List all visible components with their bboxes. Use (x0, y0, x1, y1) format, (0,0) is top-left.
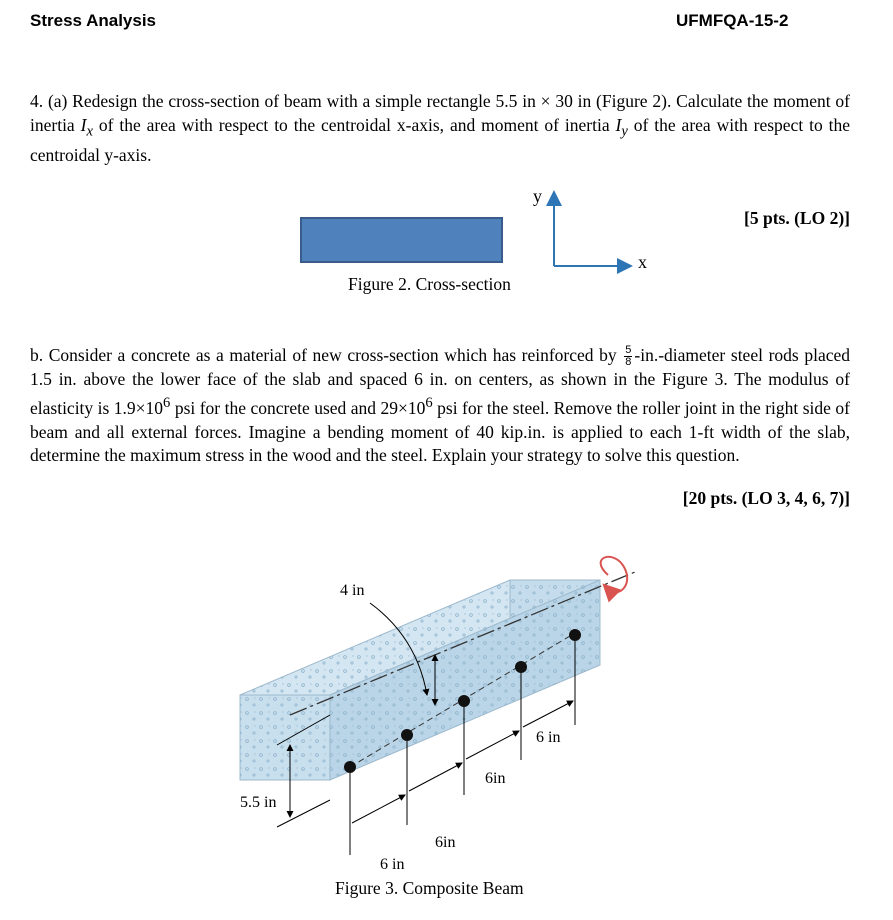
points-4b: [20 pts. (LO 3, 4, 6, 7)] (682, 488, 850, 508)
steel-rod (401, 729, 413, 741)
steel-rod (569, 629, 581, 641)
steel-rod (344, 761, 356, 773)
question-4b-text: b. Consider a concrete as a material of new cross-section which has reinforced by $\frac{5}{8}$ -in.-diameter steel rods placed 1.5 in. above the lower face of the slab and spaced 6 in. on centers, as shown in the Figure 3. The modulus of elasticity is $1.9\times 10^6$ psi for the concrete used and $29\times 10^6$ psi for the steel. Remove the roller joint in the right side of beam and all external forces. Imagine a bending moment of 40 kip.in. is applied to each 1-ft width of the slab, determine the maximum stress in the wood and the steel. Explain your strategy to solve this question. (30, 344, 850, 466)
header-course-code: UFMFQA-15-2 (676, 11, 789, 30)
dim-6in-bottom: 6 in (380, 856, 405, 873)
points-4a: [5 pts. (LO 2)] (744, 208, 850, 228)
dim-6in-mid: 6in (485, 770, 506, 787)
composite-beam-figure (230, 555, 650, 875)
fraction-five-eighths: $\frac{5}{8}$ (625, 344, 632, 369)
figure-2-caption: Figure 2. Cross-section (348, 274, 511, 294)
steel-rod (458, 695, 470, 707)
x-axis-label: x (638, 252, 647, 272)
cross-section-rectangle (300, 217, 503, 263)
y-axis-label: y (533, 186, 542, 206)
figure-3-caption: Figure 3. Composite Beam (335, 878, 524, 898)
steel-rod (515, 661, 527, 673)
dim-4in-label: 4 in (340, 582, 365, 599)
dim-6in-right: 6 in (536, 729, 561, 746)
header-title: Stress Analysis (30, 11, 156, 30)
bending-moment-arrow (601, 557, 628, 592)
dim-height-label: 5.5 in (240, 794, 277, 811)
dim-6in-low: 6in (435, 834, 456, 851)
question-4a-text: 4. (a) Redesign the cross-section of beam with a simple rectangle 5.5 in × 30 in (Figure 2). Calculate the moment of inertia $I_x$ of the area with respect to the centroidal x-axis, and moment of inertia $I_y$ of the area with respect to the centroidal y-axis. (30, 91, 851, 165)
